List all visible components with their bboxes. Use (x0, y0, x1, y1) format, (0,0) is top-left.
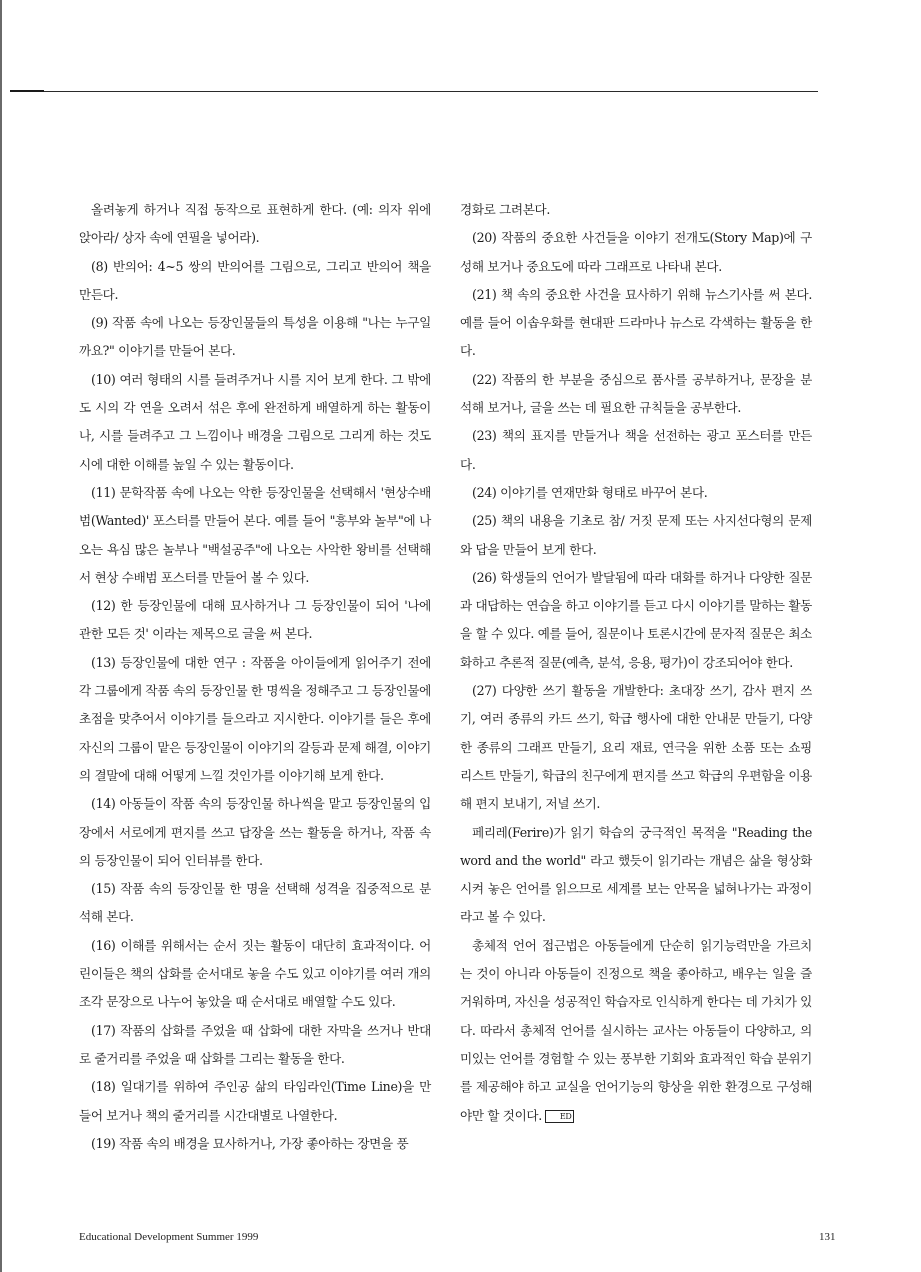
journal-footer: Educational Development Summer 1999 (79, 1231, 259, 1243)
paragraph: (20) 작품의 중요한 사건들을 이야기 전개도(Story Map)에 구성해 보거나 중요도에 따라 그래프로 나타내 본다. (460, 230, 812, 274)
paragraph: 경화로 그려본다. (460, 202, 551, 217)
paragraph: 올려놓게 하거나 직접 동작으로 표현하게 한다. (예: 의자 위에 앉아라/ 상자 속에 연필을 넣어라). (79, 202, 431, 246)
paragraph: (12) 한 등장인물에 대해 묘사하거나 그 등장인물이 되어 '나에 관한 모든 것' 이라는 제목으로 글을 써 본다. (79, 598, 431, 642)
paragraph: (14) 아동들이 작품 속의 등장인물 하나씩을 맡고 등장인물의 입장에서 서로에게 편지를 쓰고 답장을 쓰는 활동을 하거나, 작품 속의 등장인물이 되어 인터뷰를 한다. (79, 796, 431, 868)
paragraph: (17) 작품의 삽화를 주었을 때 삽화에 대한 자막을 쓰거나 반대로 줄거리를 주었을 때 삽화를 그리는 활동을 한다. (79, 1022, 431, 1066)
paragraph: (10) 여러 형태의 시를 들려주거나 시를 지어 보게 한다. 그 밖에도 시의 각 연을 오려서 섞은 후에 완전하게 배열하게 하는 활동이나, 시를 들려주고 그 느낌이나 배경을 그림으로 그리게 하는 것도 시에 대한 이해를 높일 수 있는 활동이다. (79, 371, 431, 472)
header-rule-accent (10, 90, 44, 92)
page-edge (0, 0, 2, 1272)
paragraph: (8) 반의어: 4~5 쌍의 반의어를 그림으로, 그리고 반의어 책을 만든다. (79, 258, 431, 302)
header-rule (10, 91, 818, 92)
paragraph: (16) 이해를 위해서는 순서 짓는 활동이 대단히 효과적이다. 어린이들은 책의 삽화를 순서대로 놓을 수도 있고 이야기를 여러 개의 조각 문장으로 나누어 놓았을 때 순서대로 배열할 수도 있다. (79, 937, 431, 1010)
left-column (79, 196, 431, 1158)
paragraph: (15) 작품 속의 등장인물 한 명을 선택해 성격을 집중적으로 분석해 본다. (79, 881, 431, 925)
paragraph: 페리레(Ferire)가 읽기 학습의 궁극적인 목적을 "Reading the word and the world" 라고 했듯이 읽기라는 개념은 삶을 형상화시켜 놓은 언어를 읽으므로 세계를 보는 안목을 넓혀나가는 과정이라고 볼 수 있다. (460, 824, 812, 925)
paragraph: (25) 책의 내용을 기초로 참/ 거짓 문제 또는 사지선다형의 문제와 답을 만들어 보게 한다. (460, 513, 812, 557)
paragraph: (11) 문학작품 속에 나오는 악한 등장인물을 선택해서 '현상수배범(Wanted)' 포스터를 만들어 본다. 예를 들어 "흥부와 놀부"에 나오는 욕심 많은 놀부나 "백설공주"에 나오는 사악한 왕비를 선택해서 현상 수배범 포스터를 만들어 볼 수 있다. (79, 484, 431, 585)
paragraph: (21) 책 속의 중요한 사건을 묘사하기 위해 뉴스기사를 써 본다. 예를 들어 이솝우화를 현대판 드라마나 뉴스로 각색하는 활동을 한다. (460, 286, 812, 359)
paragraph: (23) 책의 표지를 만들거나 책을 선전하는 광고 포스터를 만든다. (460, 428, 812, 472)
paragraph (460, 932, 812, 1130)
right-column (460, 196, 812, 1130)
paragraph: (26) 학생들의 언어가 발달됨에 따라 대화를 하거나 다양한 질문과 대답하는 연습을 하고 이야기를 듣고 다시 이야기를 말하는 활동을 할 수 있다. 예를 들어, 질문이나 토론시간에 문자적 질문은 최소화하고 추론적 질문(예측, 분석, 응용, 평가)이 강조되어야 한다. (460, 569, 812, 670)
paragraph: (18) 일대기를 위하여 주인공 삶의 타임라인(Time Line)을 만들어 보거나 책의 줄거리를 시간대별로 나열한다. (79, 1079, 431, 1123)
end-mark-icon: ED (545, 1110, 575, 1123)
paragraph: (19) 작품 속의 배경을 묘사하거나, 가장 좋아하는 장면을 풍 (91, 1135, 409, 1151)
paragraph: (22) 작품의 한 부분을 중심으로 품사를 공부하거나, 문장을 분석해 보거나, 글을 쓰는 데 필요한 규칙들을 공부한다. (460, 371, 812, 416)
paragraph-text: 총체적 언어 접근법은 아동들에게 단순히 읽기능력만을 가르치는 것이 아니라 아동들이 진정으로 책을 좋아하고, 배우는 일을 즐거워하며, 자신을 성공적인 학습자로 인식하게 한다는 데 가치가 있다. 따라서 총체적 언어를 실시하는 교사는 아동들이 다양하고, 의미있는 언어를 경험할 수 있는 풍부한 기회와 효과적인 학습 분위기를 제공해야 하고 교실을 언어기능의 향상을 위한 환경으로 구성해야만 할 것이다. (460, 937, 812, 1123)
paragraph: (13) 등장인물에 대한 연구 : 작품을 아이들에게 읽어주기 전에 각 그룹에게 작품 속의 등장인물 한 명씩을 정해주고 그 등장인물에 초점을 맞추어서 이야기를 들으라고 지시한다. 이야기를 들은 후에 자신의 그룹이 맡은 등장인물이 이야기의 갈등과 문제 해결, 이야기의 결말에 대해 어떻게 느낄 것인가를 이야기해 보게 한다. (79, 654, 431, 783)
page-number: 131 (819, 1231, 836, 1243)
paragraph: (9) 작품 속에 나오는 등장인물들의 특성을 이용해 "나는 누구일까요?" 이야기를 만들어 본다. (79, 315, 431, 359)
paragraph: (24) 이야기를 연재만화 형태로 바꾸어 본다. (472, 484, 708, 500)
paragraph: (27) 다양한 쓰기 활동을 개발한다: 초대장 쓰기, 감사 편지 쓰기, 여러 종류의 카드 쓰기, 학급 행사에 대한 안내문 만들기, 다양한 종류의 그래프 만들기, 요리 재료, 연극을 위한 소품 또는 쇼핑 리스트 만들기, 학급의 친구에게 편지를 쓰고 학급의 우편함을 이용해 편지 보내기, 저널 쓰기. (460, 683, 812, 812)
